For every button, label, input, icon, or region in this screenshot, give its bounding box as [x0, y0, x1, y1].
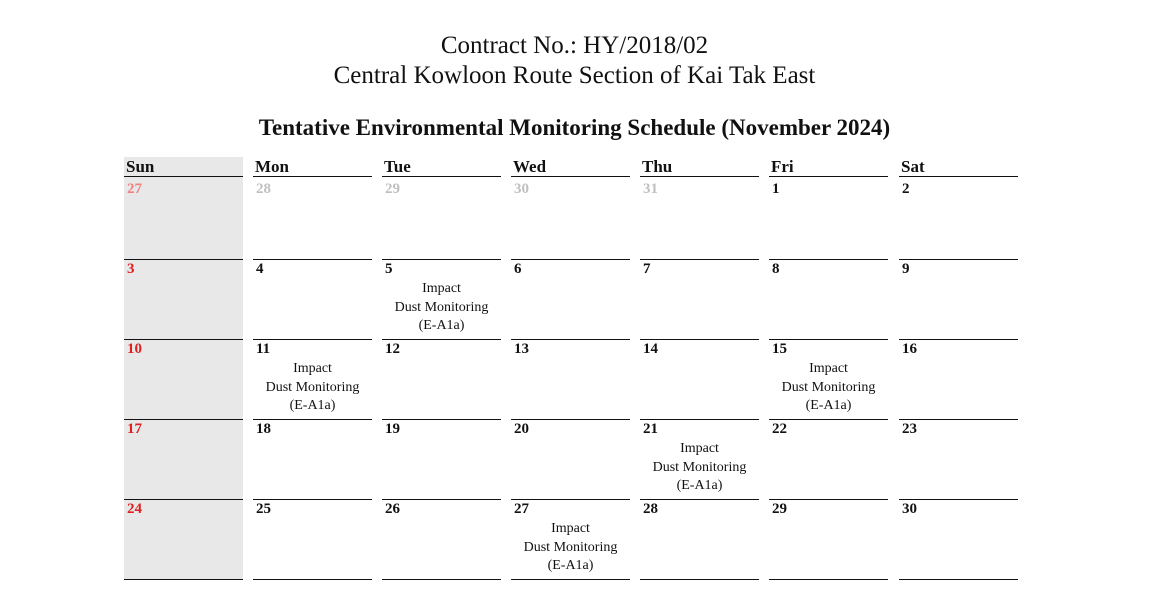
calendar-day-cell [124, 179, 243, 260]
event-line: Impact [422, 281, 461, 296]
calendar-day-cell [640, 499, 759, 580]
date-number: 11 [256, 341, 271, 357]
calendar-day-cell [382, 259, 501, 340]
calendar-day-cell [769, 339, 888, 420]
event-line: Impact [293, 361, 332, 376]
calendar-day-cell [640, 419, 759, 500]
date-number: 29 [772, 501, 787, 517]
calendar-day-cell [511, 419, 630, 500]
day-header-mon: Mon [253, 157, 372, 177]
monitoring-event [382, 280, 501, 336]
calendar-day-cell [382, 419, 501, 500]
date-number: 1 [772, 181, 780, 197]
event-line: Dust Monitoring [781, 379, 876, 395]
calendar-day-cell [769, 499, 888, 580]
schedule-title: Tentative Environmental Monitoring Schedule (November 2024) [258, 115, 891, 140]
date-number: 19 [385, 421, 400, 437]
date-number: 27 [514, 501, 529, 517]
date-number: 3 [127, 261, 135, 277]
event-line: (E-A1a) [676, 478, 723, 493]
event-line: (E-A1a) [805, 398, 852, 413]
calendar-day-cell [253, 499, 372, 580]
date-number: 2 [902, 181, 910, 197]
calendar-day-cell [640, 259, 759, 340]
date-number: 24 [127, 501, 142, 517]
calendar-day-cell [899, 419, 1018, 500]
event-line: Dust Monitoring [523, 539, 618, 555]
date-number: 9 [902, 261, 910, 277]
date-number: 5 [385, 261, 393, 277]
day-header-sun: Sun [124, 157, 243, 177]
date-number: 14 [643, 341, 658, 357]
monitoring-event [769, 360, 888, 416]
calendar-day-cell [124, 419, 243, 500]
date-number: 30 [514, 181, 529, 197]
calendar-day-cell [899, 179, 1018, 260]
calendar-day-cell [640, 179, 759, 260]
monitoring-event [640, 440, 759, 496]
calendar-day-cell [124, 259, 243, 340]
event-line: Dust Monitoring [265, 379, 360, 395]
event-line: (E-A1a) [547, 558, 594, 573]
calendar-day-cell [253, 419, 372, 500]
calendar-day-cell [511, 259, 630, 340]
date-number: 18 [256, 421, 271, 437]
calendar-day-cell [511, 179, 630, 260]
date-number: 7 [643, 261, 651, 277]
project-name: Central Kowloon Route Section of Kai Tak East [333, 62, 816, 89]
event-line: Impact [551, 521, 590, 536]
calendar-day-cell [899, 339, 1018, 420]
date-number: 20 [514, 421, 529, 437]
date-number: 30 [902, 501, 917, 517]
date-number: 27 [127, 181, 142, 197]
day-header-fri: Fri [769, 157, 888, 177]
calendar-day-cell [253, 339, 372, 420]
monitoring-event [253, 360, 372, 416]
date-number: 13 [514, 341, 529, 357]
calendar-day-cell [253, 179, 372, 260]
date-number: 4 [256, 261, 264, 277]
monitoring-event [511, 520, 630, 576]
calendar-day-cell [899, 259, 1018, 340]
date-number: 26 [385, 501, 400, 517]
event-line: Impact [680, 441, 719, 456]
date-number: 31 [643, 181, 658, 197]
calendar-day-cell [382, 499, 501, 580]
event-line: (E-A1a) [289, 398, 336, 413]
date-number: 21 [643, 421, 658, 437]
day-header-wed: Wed [511, 157, 630, 177]
calendar-day-cell [124, 499, 243, 580]
date-number: 17 [127, 421, 142, 437]
date-number: 8 [772, 261, 780, 277]
calendar-day-cell [511, 499, 630, 580]
date-number: 16 [902, 341, 917, 357]
event-line: Impact [809, 361, 848, 376]
calendar-day-cell [511, 339, 630, 420]
day-header-sat: Sat [899, 157, 1018, 177]
event-line: Dust Monitoring [394, 299, 489, 315]
calendar-day-cell [640, 339, 759, 420]
date-number: 10 [127, 341, 142, 357]
date-number: 25 [256, 501, 271, 517]
date-number: 12 [385, 341, 400, 357]
date-number: 22 [772, 421, 787, 437]
calendar-day-cell [769, 179, 888, 260]
event-line: (E-A1a) [418, 318, 465, 333]
calendar-day-cell [124, 339, 243, 420]
day-header-thu: Thu [640, 157, 759, 177]
event-line: Dust Monitoring [652, 459, 747, 475]
calendar-day-cell [253, 259, 372, 340]
date-number: 15 [772, 341, 787, 357]
calendar-day-cell [382, 179, 501, 260]
calendar-day-cell [769, 259, 888, 340]
date-number: 23 [902, 421, 917, 437]
contract-number: Contract No.: HY/2018/02 [440, 32, 709, 59]
date-number: 29 [385, 181, 400, 197]
day-header-tue: Tue [382, 157, 501, 177]
date-number: 28 [256, 181, 271, 197]
calendar-day-cell [382, 339, 501, 420]
calendar-day-cell [899, 499, 1018, 580]
date-number: 6 [514, 261, 522, 277]
calendar-day-cell [769, 419, 888, 500]
date-number: 28 [643, 501, 658, 517]
